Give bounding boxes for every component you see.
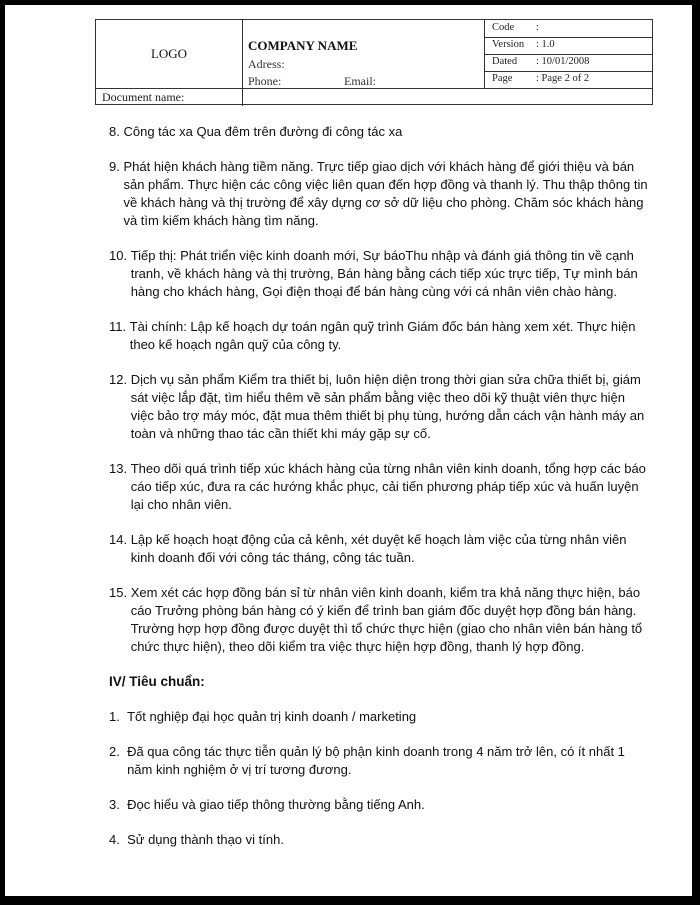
list-item (109, 584, 649, 656)
phone-label: Phone: (248, 74, 282, 88)
item-text: Đọc hiểu và giao tiếp thông thường bằng tiếng Anh. (127, 797, 425, 812)
meta-page (484, 71, 652, 88)
list-item (109, 247, 649, 301)
meta-key: Version (492, 39, 525, 50)
item-number: 12. (109, 372, 128, 387)
company-name: COMPANY NAME (248, 38, 358, 53)
section-heading: IV/ Tiêu chuẩn: (109, 674, 205, 689)
document-header (95, 19, 653, 105)
item-text: Sử dụng thành thạo vi tính. (127, 832, 284, 847)
item-text: Phát hiện khách hàng tiềm năng. Trực tiếp giao dịch với khách hàng để giới thiệu và bán sản phẩm. Thực hiện các công việc liên quan đến hợp đồng và thanh lý. Thu thập thông tin về khách hàng và thị trường để xây dựng cơ sở dữ liệu cho phòng. Chăm sóc khách hàng và tìm kiếm khách hàng tìm năng. (123, 159, 648, 228)
item-number: 9. (109, 159, 120, 174)
list-item (109, 318, 649, 354)
item-number: 1. (109, 709, 120, 724)
meta-value: : 1.0 (536, 39, 555, 50)
meta-value: : (536, 22, 539, 33)
meta-version (484, 37, 652, 54)
item-number: 15. (109, 585, 128, 600)
item-text: Đã qua công tác thực tiễn quản lý bộ phận kinh doanh trong 4 năm trở lên, có ít nhất 1 năm kinh nghiệm ở vị trí tương đương. (127, 744, 625, 777)
item-text: Công tác xa Qua đêm trên đường đi công tác xa (123, 124, 403, 139)
meta-dated (484, 54, 652, 71)
list-item (109, 708, 649, 726)
item-text: Tài chính: Lập kế hoạch dự toán ngân quỹ trình Giám đốc bán hàng xem xét. Thực hiện theo kế hoạch ngân quỹ của công ty. (129, 319, 636, 352)
item-number: 10. (109, 248, 128, 263)
item-number: 4. (109, 832, 120, 847)
list-item (109, 123, 649, 141)
item-text: Dịch vụ sản phẩm Kiểm tra thiết bị, luôn hiện diện trong thời gian sửa chữa thiết bị, giám sát việc lắp đặt, tìm hiểu thêm về sản phẩm bằng việc theo dõi kỹ thuật viên thực hiện việc bảo trợ máy móc, đặt mua thêm thiết bị phụ tùng, hướng dẫn cách vận hành máy an toàn và những thao tác cần thiết khi máy gặp sự cố. (130, 372, 645, 441)
meta-code (484, 20, 652, 37)
meta-value: : 10/01/2008 (536, 56, 590, 67)
item-number: 13. (109, 461, 128, 476)
meta-key: Dated (492, 56, 518, 67)
list-item (109, 460, 649, 514)
list-item (109, 371, 649, 443)
logo: LOGO (150, 46, 188, 61)
meta-key: Code (492, 22, 515, 33)
item-text: Tiếp thị: Phát triển việc kinh doanh mới, Sự báoThu nhập và đánh giá thông tin về cạnh tranh, về khách hàng và thị trường, Bán hàng bằng cách tiếp xúc trực tiếp, Tự mình bán hàng cho khách hàng, Gọi điện thoại để bán hàng cùng với cá nhân viên chào hàng. (130, 248, 638, 299)
list-item (109, 796, 649, 814)
item-number: 14. (109, 532, 128, 547)
item-number: 3. (109, 797, 120, 812)
document-name-label: Document name: (102, 90, 185, 104)
item-number: 11. (109, 319, 127, 334)
item-text: Theo dõi quá trình tiếp xúc khách hàng của từng nhân viên kinh doanh, tổng hợp các báo cáo tiếp xúc, đưa ra các hướng khắc phục, cải tiến phương pháp tiếp xúc và huấn luyện lại cho nhân viên. (130, 461, 646, 512)
item-text: Tốt nghiệp đại học quản trị kinh doanh / marketing (127, 709, 417, 724)
meta-value: : Page 2 of 2 (536, 73, 590, 84)
list-item (109, 831, 649, 849)
item-text: Lập kế hoạch hoạt động của cả kênh, xét duyệt kế hoạch làm việc của từng nhân viên kinh doanh đối với công tác tháng, công tác tuần. (130, 532, 627, 565)
item-number: 2. (109, 744, 120, 759)
address-label: Adress: (248, 57, 285, 71)
email-label: Email: (344, 74, 376, 88)
item-number: 8. (109, 124, 120, 139)
list-item (109, 158, 649, 230)
list-item (109, 531, 649, 567)
meta-key: Page (492, 73, 513, 84)
list-item (109, 743, 649, 779)
document-body (109, 123, 649, 866)
item-text: Xem xét các hợp đồng bán sỉ từ nhân viên kinh doanh, kiểm tra khả năng thực hiện, báo cáo Trưởng phòng bán hàng có ý kiến để trình ban giám đốc duyệt hợp đồng bán hàng. Trường hợp hợp đồng được duyệt thì tổ chức thực hiện (giao cho nhân viên bán hàng tổ chức thực hiện), theo dõi kiểm tra việc thực hiện hợp đồng, thanh lý hợp đồng. (130, 585, 643, 654)
